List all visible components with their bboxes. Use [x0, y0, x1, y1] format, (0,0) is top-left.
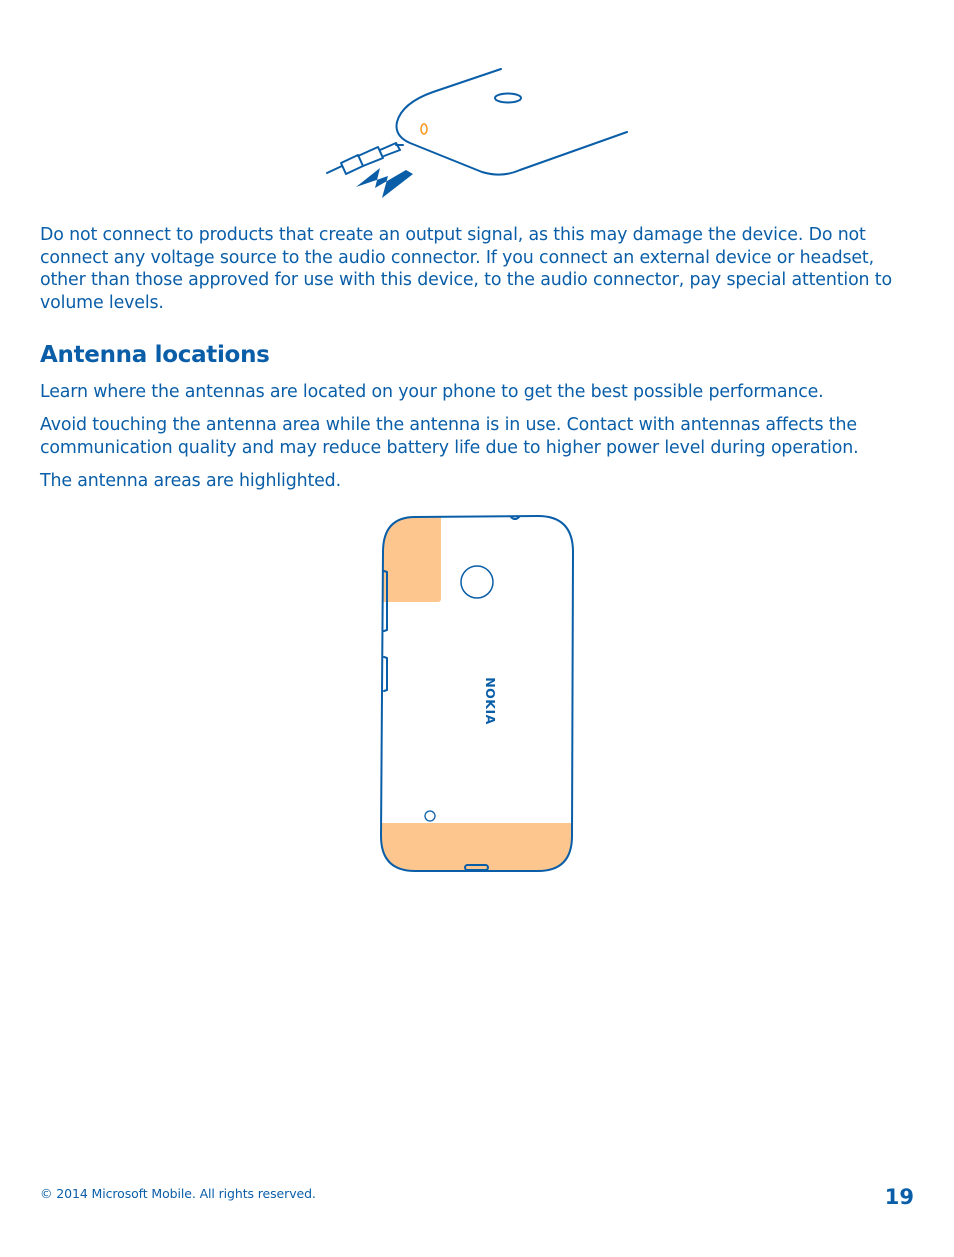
- camera-lens-ellipse: [495, 94, 521, 103]
- section-heading: Antenna locations: [40, 342, 270, 368]
- nokia-logo: NOKIA: [483, 677, 498, 725]
- microphone-hole: [425, 811, 435, 821]
- phone-edge-outline: [397, 69, 627, 175]
- plug-body: [341, 155, 363, 174]
- warning-paragraph: Do not connect to products that create an output signal, as this may damage the device. Do not connect any voltage source to the audio connector. If you connect an external device or headset, other than those approved for use with this device, to the audio connector, pay special attention to volume levels.: [40, 225, 892, 313]
- audio-port: [421, 124, 427, 134]
- plug-cable: [327, 166, 342, 173]
- avoid-paragraph: Avoid touching the antenna area while the antenna is in use. Contact with antennas affects the communication quality and may reduce battery life due to higher power level during operation.: [40, 415, 859, 458]
- bottom-antenna-area: [378, 823, 578, 875]
- audio-connector-illustration: [300, 60, 650, 200]
- antenna-areas-paragraph: The antenna areas are highlighted.: [40, 471, 341, 491]
- power-button: [384, 657, 387, 691]
- camera-lens: [461, 566, 493, 598]
- antenna-phone-illustration: [370, 508, 585, 880]
- learn-paragraph: Learn where the antennas are located on your phone to get the best possible performance.: [40, 382, 824, 402]
- page-number: 19: [884, 1185, 914, 1209]
- footer-copyright: © 2014 Microsoft Mobile. All rights reserved.: [40, 1186, 316, 1201]
- insert-arrow-icon: [356, 168, 413, 198]
